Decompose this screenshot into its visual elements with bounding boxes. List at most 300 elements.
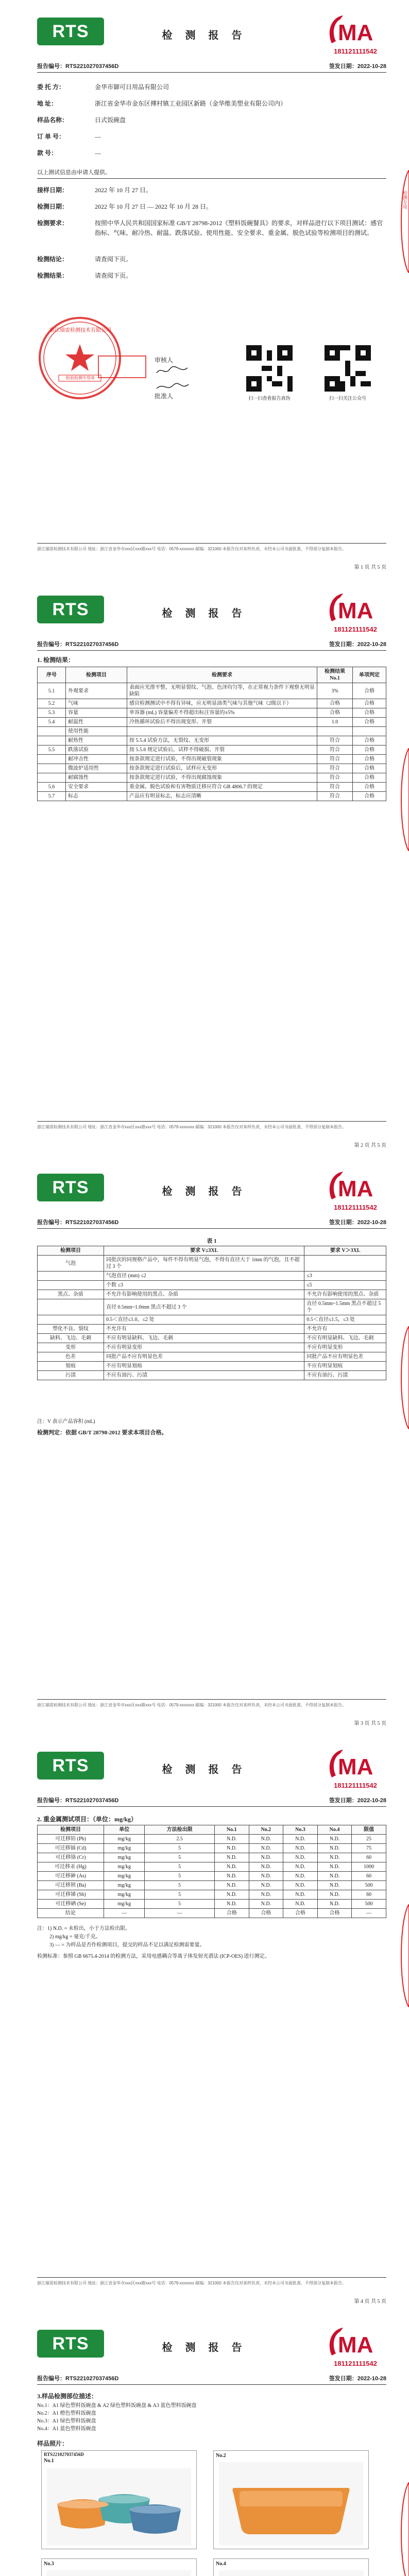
table-cell xyxy=(38,764,66,773)
photo-label: No.1 xyxy=(44,2458,54,2464)
info-row: 检测要求： 按照中华人民共和国国家标准 GB/T 28798-2012《塑料饭碗餐具》的要求，对样品进行以下项目测试：感官指标、气味、耐冷热、耐温、跌落试验、使用性能、安全要求、重金属、脱色试验等检测项目的测试。 xyxy=(37,219,383,236)
qr-caption: 扫一扫关注公众号 xyxy=(329,396,366,401)
table-cell: 可迁移铅 (Pb) xyxy=(38,1835,104,1844)
table-cell: 同批产品不应有明显色差 xyxy=(304,1352,386,1362)
table-row xyxy=(38,1352,386,1362)
table-cell: 直径 0.5mm~1.5mm 黑点不超过 5 个 xyxy=(304,1299,386,1315)
footer-text: 浙江瑞雷检测技术有限公司 地址：浙江省金华市xxx区xxx路xxx号 电话：0579-xxxxxxx 邮编：321000 本报告仅对来样负责，未经本公司书面批准，不得部分复制本报告。 xyxy=(37,2281,347,2285)
svg-text:检测专用: 检测专用 xyxy=(402,191,407,209)
sample-photo-1 xyxy=(41,2450,197,2549)
table-row xyxy=(38,1299,386,1315)
qr-code-icon[interactable] xyxy=(246,345,293,392)
table-cell: 划痕 xyxy=(38,1362,104,1371)
photo-label: No.2 xyxy=(216,2453,226,2459)
table-cell: N.D. xyxy=(249,1900,283,1909)
table-cell xyxy=(38,736,66,745)
signature-reviewer-icon xyxy=(155,364,191,377)
table-cell: 不应有油污、污渍 xyxy=(104,1371,304,1380)
table-cell: 可迁移砷 (As) xyxy=(38,1872,104,1881)
table-note: 注：V 表示产品容积 (mL) xyxy=(37,1419,95,1425)
table-cell: 不应有油污、污渍 xyxy=(304,1371,386,1380)
table-cell: 按 5.5.6 规定试验后，试样不得破损、开裂 xyxy=(127,745,317,755)
table-row xyxy=(38,792,386,801)
table-cell: N.D. xyxy=(214,1890,249,1900)
table-cell: 合格 xyxy=(353,699,386,708)
table-row xyxy=(38,1371,386,1380)
table-cell: 符合 xyxy=(317,773,353,783)
table-cell: mg/kg xyxy=(104,1881,145,1890)
table-cell: 5.4 xyxy=(38,718,66,727)
table-row xyxy=(38,1272,386,1281)
reviewer-label: 审核人 xyxy=(155,357,174,364)
table-row xyxy=(38,783,386,792)
section-title: 3.样品检测部位描述： xyxy=(37,2393,98,2400)
table-cell: 25 xyxy=(352,1835,386,1844)
table-cell: N.D. xyxy=(214,1881,249,1890)
table-cell: 个数 ≤3 xyxy=(104,1281,304,1290)
table-cell: 直径 0.5mm~1.0mm 黑点不超过 3 个 xyxy=(104,1299,304,1315)
table-cell: 按 5.5.4 试验方法，无裂纹、无变形 xyxy=(127,736,317,745)
table-cell: 容量 xyxy=(66,708,127,718)
cma-mark-icon xyxy=(325,1745,386,1782)
table-cell: 5.5 xyxy=(38,745,66,755)
note-line: 检测标准：参照 GB 6675.4-2014 的检测方法，采用电感耦合等离子体发射光谱法 (ICP-OES) 进行测定。 xyxy=(37,1954,270,1959)
table-cell xyxy=(38,1272,104,1281)
page-title: 检 测 报 告 xyxy=(162,1186,247,1197)
rts-logo: RTS xyxy=(37,18,104,45)
table-cell: 不允许有 xyxy=(104,1325,304,1334)
table-cell: 同批产品不应有明显色差 xyxy=(104,1352,304,1362)
table-cell: 500 xyxy=(352,1900,386,1909)
meta-bar xyxy=(37,639,386,649)
table-cell: 同批次的同规格产品中，每件不得有明显气泡，不得有直径大于 1mm 的气泡，且不超过 3 个 xyxy=(104,1256,304,1272)
table-cell: N.D. xyxy=(283,1890,318,1900)
table-row xyxy=(38,1256,386,1272)
table-cell: N.D. xyxy=(317,1900,352,1909)
table-cell: 合格 xyxy=(353,736,386,745)
divider xyxy=(37,2384,386,2385)
table-cell: 符合 xyxy=(317,745,353,755)
table-cell: 符合 xyxy=(317,783,353,792)
svg-text:MA: MA xyxy=(338,598,373,623)
cma-code: 181121111542 xyxy=(334,1782,377,1789)
table-cell: 耐腐蚀性 xyxy=(66,773,127,783)
table-cell: 符合 xyxy=(317,736,353,745)
table-row xyxy=(38,1281,386,1290)
side-seal-icon xyxy=(397,748,409,851)
rts-logo: RTS xyxy=(37,596,104,623)
cma-mark-icon xyxy=(325,11,386,47)
table-cell: 气泡 xyxy=(38,1256,104,1272)
table-row xyxy=(38,708,386,718)
table-cell: — xyxy=(104,1909,145,1918)
table-cell: 塑化不良、裂纹 xyxy=(38,1325,104,1334)
cma-mark-icon xyxy=(325,1167,386,1204)
info-row: 样品名称： 日式饭碗盘 xyxy=(37,116,126,124)
meta-bar xyxy=(37,1217,386,1227)
table-cell: 可迁移硒 (Se) xyxy=(38,1900,104,1909)
page-number: 第 1 页 共 5 页 xyxy=(354,565,386,570)
table-cell: 单容器 (mL) 容量偏差不得超出标注容量的±5% xyxy=(127,708,317,718)
table-cell: 耐热性 xyxy=(66,736,127,745)
table-row xyxy=(38,736,386,745)
table-cell: 结论 xyxy=(38,1909,104,1918)
table-cell: 不应有明显缺料、飞边、毛刺 xyxy=(104,1334,304,1343)
table-cell: 5 xyxy=(145,1881,215,1890)
divider xyxy=(37,650,386,651)
table-row xyxy=(38,1343,386,1352)
section-title: 2. 重金属测试项目：（单位：mg/kg） xyxy=(37,1816,138,1823)
table-row xyxy=(38,718,386,727)
table-cell: N.D. xyxy=(317,1853,352,1862)
svg-text:MA: MA xyxy=(338,1754,373,1780)
table-cell: 可迁移钡 (Ba) xyxy=(38,1881,104,1890)
divider xyxy=(37,1121,386,1122)
table-cell: 不应有明显变形 xyxy=(304,1343,386,1352)
table-cell: 变形 xyxy=(38,1343,104,1352)
table-cell: 合格 xyxy=(353,755,386,764)
table-cell: N.D. xyxy=(317,1872,352,1881)
table-cell: 1000 xyxy=(352,1862,386,1872)
table-cell: 符合 xyxy=(317,755,353,764)
table-row xyxy=(38,699,386,708)
page-header xyxy=(0,578,409,640)
table-cell xyxy=(353,727,386,736)
table-row xyxy=(38,1334,386,1343)
table-cell: 5.2 xyxy=(38,699,66,708)
table-cell: 可迁移镉 (Cd) xyxy=(38,1844,104,1853)
table-cell: 合格 xyxy=(353,783,386,792)
table-cell: N.D. xyxy=(283,1900,318,1909)
table-row xyxy=(38,1881,386,1890)
table-cell: — xyxy=(145,1909,215,1918)
table-cell: 合格 xyxy=(317,699,353,708)
table-cell: 合格 xyxy=(353,773,386,783)
table-cell: mg/kg xyxy=(104,1844,145,1853)
table-cell: 不应有明显划痕 xyxy=(104,1362,304,1371)
table-cell: 5.6 xyxy=(38,783,66,792)
table-cell: 产品应有明显标志，标志应清晰 xyxy=(127,792,317,801)
issue-date: 签发日期：2022-10-28 xyxy=(329,1219,386,1226)
table-header-row: 检测项目 要求 V≤3XL 要求 V＞3XL xyxy=(38,1246,386,1256)
table-cell: 按条款规定进行试验后，试样应无变形 xyxy=(127,764,317,773)
table-cell: 微波炉适用性 xyxy=(66,764,127,773)
table-cell: N.D. xyxy=(283,1862,318,1872)
table-cell xyxy=(38,727,66,736)
table-cell: 0.5＜直径≤1.0，≤2 处 xyxy=(104,1315,304,1325)
table-cell: mg/kg xyxy=(104,1900,145,1909)
table-header-row: 序号 检测项目 检测要求 检测结果 No.1 单项判定 xyxy=(38,667,386,683)
table-cell: ≤5 xyxy=(304,1281,386,1290)
table-cell: N.D. xyxy=(283,1835,318,1844)
table-cell: 可迁移汞 (Hg) xyxy=(38,1862,104,1872)
table-cell: N.D. xyxy=(317,1881,352,1890)
appearance-table xyxy=(37,1246,386,1380)
page-title: 检 测 报 告 xyxy=(162,608,247,619)
footer-text: 浙江瑞雷检测技术有限公司 地址：浙江省金华市xxx区xxx路xxx号 电话：0579-xxxxxxx 邮编：321000 本报告仅对来样负责，未经本公司书面批准，不得部分复制本报告。 xyxy=(37,547,347,551)
report-page-5 xyxy=(0,2312,409,2576)
footer-text: 浙江瑞雷检测技术有限公司 地址：浙江省金华市xxx区xxx路xxx号 电话：0579-xxxxxxx 邮编：321000 本报告仅对来样负责，未经本公司书面批准，不得部分复制本报告。 xyxy=(37,1125,347,1129)
page-header xyxy=(0,2312,409,2374)
page-title: 检 测 报 告 xyxy=(162,2342,247,2353)
meta-bar xyxy=(37,61,386,71)
orange-bowl-image-icon xyxy=(219,2462,363,2546)
table-cell: 5 xyxy=(145,1853,215,1862)
page-header xyxy=(0,1156,409,1218)
table-cell: N.D. xyxy=(317,1890,352,1900)
table-cell xyxy=(38,1281,104,1290)
info-row: 订 单 号： — xyxy=(37,133,101,140)
table-cell: 合格 xyxy=(317,1909,352,1918)
table-cell: 标志 xyxy=(66,792,127,801)
report-number: 报告编号：RTS221027037456D xyxy=(37,1219,119,1226)
table-title: 表 1 xyxy=(207,1238,217,1244)
table-cell: 合格 xyxy=(353,792,386,801)
divider xyxy=(37,72,386,73)
rts-logo: RTS xyxy=(37,1752,104,1780)
table-row xyxy=(38,745,386,755)
table-cell: 合格 xyxy=(283,1909,318,1918)
table-cell: 外观要求 xyxy=(66,683,127,699)
table-cell: 气泡直径 (mm) ≤2 xyxy=(104,1272,304,1281)
table-row xyxy=(38,1890,386,1900)
table-cell: 耐冲击性 xyxy=(66,755,127,764)
report-page-3 xyxy=(0,1156,409,1734)
svg-text:MA: MA xyxy=(338,2332,373,2358)
meta-bar xyxy=(37,2373,386,2383)
divider xyxy=(37,543,386,544)
table-cell: 冷热循环试验后不得出现变形、开裂 xyxy=(127,718,317,727)
table-cell: mg/kg xyxy=(104,1872,145,1881)
conclusion-text: 检测判定：依据 GB/T 28798-2012 要求本项目合格。 xyxy=(37,1430,167,1436)
table-header-row: 检测项目 单位 方法检出限 No.1 No.2 No.3 No.4 限值 xyxy=(38,1825,386,1835)
info-note: 以上测试信息由申请人提供。 xyxy=(37,170,111,176)
table-cell: 感官检测测试中不得有异味，应无明显油类气味与其他气味（2级以下） xyxy=(127,699,317,708)
sample-photo-4 xyxy=(213,2558,369,2576)
table-cell: 耐温性 xyxy=(66,718,127,727)
table-cell: N.D. xyxy=(283,1881,318,1890)
table-cell: N.D. xyxy=(249,1872,283,1881)
info-row: 接样日期： 2022 年 10 月 27 日。 xyxy=(37,187,152,194)
table-row xyxy=(38,1835,386,1844)
cma-mark-icon xyxy=(325,2324,386,2360)
table-cell: N.D. xyxy=(214,1853,249,1862)
table-cell: 500 xyxy=(352,1881,386,1890)
table-cell: N.D. xyxy=(249,1890,283,1900)
notes-block xyxy=(37,1925,386,1961)
table-cell: 色差 xyxy=(38,1352,104,1362)
sample-list xyxy=(37,2402,196,2433)
page-title: 检 测 报 告 xyxy=(162,1764,247,1775)
table-cell: 表面应光滑平整，无明显裂纹、气泡、色泽均匀等，在正常视力条件下观察无明显缺陷 xyxy=(127,683,317,699)
signature-approver-icon xyxy=(155,381,191,393)
table-row xyxy=(38,1362,386,1371)
table-cell: 符合 xyxy=(317,764,353,773)
table-cell: 不应有明显划痕 xyxy=(304,1362,386,1371)
table-cell xyxy=(127,727,317,736)
qr-code-icon[interactable] xyxy=(325,345,371,392)
divider xyxy=(37,1228,386,1229)
table-cell: N.D. xyxy=(214,1835,249,1844)
table-cell: 75 xyxy=(352,1844,386,1853)
table-cell: 5.1 xyxy=(38,683,66,699)
note-line: 3) — = 为样品是否作检测项目，提交的样品不足以满足检测需要量。 xyxy=(49,1942,205,1948)
photo-label: No.3 xyxy=(44,2561,54,2567)
rts-logo: RTS xyxy=(37,2330,104,2358)
results-table xyxy=(37,667,386,801)
table-row xyxy=(38,727,386,736)
table-cell xyxy=(38,1299,104,1315)
table-cell: N.D. xyxy=(317,1862,352,1872)
table-cell: 5 xyxy=(145,1862,215,1872)
green-bowl-image-icon xyxy=(47,2570,191,2576)
table-cell: 不允许有影响使用的黑点、杂质 xyxy=(104,1290,304,1299)
table-cell: 跌落试验 xyxy=(66,745,127,755)
table-cell: 重金属、脱色试验和有害物质迁移应符合 GB 4806.7 的规定 xyxy=(127,783,317,792)
side-seal-icon xyxy=(397,170,409,273)
table-row xyxy=(38,683,386,699)
table-cell: N.D. xyxy=(249,1835,283,1844)
page-number: 第 4 页 共 5 页 xyxy=(354,2299,386,2304)
table-cell: 黑点、杂质 xyxy=(38,1290,104,1299)
table-cell: 不允许有 xyxy=(304,1325,386,1334)
table-cell: 合格 xyxy=(353,708,386,718)
table-row xyxy=(38,1315,386,1325)
table-cell: N.D. xyxy=(317,1844,352,1853)
table-cell: mg/kg xyxy=(104,1862,145,1872)
table-row xyxy=(38,1872,386,1881)
list-item: No.3：A1 绿色塑料饭碗盘 xyxy=(37,2418,96,2424)
table-cell: N.D. xyxy=(249,1881,283,1890)
table-cell: 按条款规定进行试验，不得出现腐蚀现象 xyxy=(127,773,317,783)
report-number: 报告编号：RTS221027037456D xyxy=(37,63,119,70)
divider xyxy=(37,1699,386,1700)
table-row xyxy=(38,1862,386,1872)
page-number: 第 2 页 共 5 页 xyxy=(354,1143,386,1148)
table-cell: N.D. xyxy=(214,1862,249,1872)
table-cell xyxy=(304,1256,386,1272)
report-page-4 xyxy=(0,1734,409,2312)
footer-text: 浙江瑞雷检测技术有限公司 地址：浙江省金华市xxx区xxx路xxx号 电话：0579-xxxxxxx 邮编：321000 本报告仅对来样负责，未经本公司书面批准，不得部分复制本报告。 xyxy=(37,1703,347,1707)
table-cell: 合格 xyxy=(214,1909,249,1918)
table-cell: 60 xyxy=(352,1890,386,1900)
table-cell: 不应有明显缺料、飞边、毛刺 xyxy=(304,1334,386,1343)
cma-code: 181121111542 xyxy=(334,1204,377,1211)
table-row xyxy=(38,1909,386,1918)
table-cell: 60 xyxy=(352,1853,386,1862)
table-cell: 合格 xyxy=(317,708,353,718)
side-seal-icon xyxy=(397,2482,409,2576)
table-cell: 2.5 xyxy=(145,1835,215,1844)
table-cell: 不应有明显变形 xyxy=(104,1343,304,1352)
table-cell: 合格 xyxy=(353,745,386,755)
svg-text:MA: MA xyxy=(338,20,373,45)
table-cell: 缺料、飞边、毛刺 xyxy=(38,1334,104,1343)
table-cell: N.D. xyxy=(214,1872,249,1881)
info-row: 检测结论： 请查阅下页。 xyxy=(37,256,132,263)
table-cell: 符合 xyxy=(317,792,353,801)
side-seal-icon xyxy=(397,1326,409,1429)
cma-mark-icon xyxy=(325,589,386,625)
note-line: 注：1) N.D. = 未检出，小于方法检出限。 xyxy=(37,1926,130,1931)
table-cell: 按条款规定进行试验，不得出现破裂现象 xyxy=(127,755,317,764)
divider xyxy=(37,1806,386,1807)
table-cell: 可迁移锑 (Sb) xyxy=(38,1890,104,1900)
sample-photo-3 xyxy=(41,2558,197,2576)
photo-section-title: 样品照片： xyxy=(37,2440,69,2447)
page-header xyxy=(0,1734,409,1796)
table-cell: 合格 xyxy=(353,764,386,773)
table-cell: 5 xyxy=(145,1872,215,1881)
table-cell: 5.3 xyxy=(38,708,66,718)
table-cell xyxy=(38,1315,104,1325)
table-row xyxy=(38,764,386,773)
table-cell: 污渍 xyxy=(38,1371,104,1380)
table-cell: 5 xyxy=(145,1900,215,1909)
issue-date: 签发日期：2022-10-28 xyxy=(329,641,386,648)
list-item: No.2：A1 橙色塑料饭碗盘 xyxy=(37,2411,96,2416)
cma-code: 181121111542 xyxy=(334,2360,377,2367)
page-number: 第 3 页 共 5 页 xyxy=(354,1721,386,1726)
stamp-text: 浙江瑞雷检测技术有限公司 xyxy=(49,328,111,333)
heavy-metal-table xyxy=(37,1825,386,1918)
table-row xyxy=(38,773,386,783)
table-cell: N.D. xyxy=(214,1900,249,1909)
table-cell: 5 xyxy=(145,1844,215,1853)
table-row xyxy=(38,1325,386,1334)
table-cell: N.D. xyxy=(317,1835,352,1844)
table-cell: mg/kg xyxy=(104,1835,145,1844)
side-seal-icon xyxy=(397,1904,409,2007)
table-cell: N.D. xyxy=(249,1862,283,1872)
table-cell xyxy=(38,755,66,764)
info-row: 款 号： — xyxy=(37,149,101,157)
svg-text:MA: MA xyxy=(338,1176,373,1201)
sample-photo-2 xyxy=(213,2450,369,2549)
table-row xyxy=(38,1844,386,1853)
table-cell: 合格 xyxy=(353,718,386,727)
report-number: 报告编号：RTS221027037456D xyxy=(37,641,119,648)
table-cell: mg/kg xyxy=(104,1890,145,1900)
section-title: 1. 检测结果： xyxy=(37,656,75,664)
list-item: No.4：A1 蓝色塑料饭碗盘 xyxy=(37,2426,96,2432)
table-cell: 使用性能 xyxy=(66,727,127,736)
cma-code: 181121111542 xyxy=(334,625,377,633)
page-header xyxy=(0,0,409,62)
table-cell: 气味 xyxy=(66,699,127,708)
table-cell: 0.5＜直径≤1.5，≤3 处 xyxy=(304,1315,386,1325)
table-cell: 合格 xyxy=(249,1909,283,1918)
table-cell: 合格 xyxy=(353,683,386,699)
table-cell: N.D. xyxy=(249,1844,283,1853)
meta-bar xyxy=(37,1795,386,1805)
divider xyxy=(37,178,386,179)
table-cell: 安全要求 xyxy=(66,783,127,792)
table-cell: N.D. xyxy=(249,1853,283,1862)
table-cell: 不允许有影响使用的黑点、杂质 xyxy=(304,1290,386,1299)
rts-logo: RTS xyxy=(37,1174,104,1201)
table-cell: ≤3 xyxy=(304,1272,386,1281)
report-number: 报告编号：RTS221027037456D xyxy=(37,1798,119,1804)
report-page-1 xyxy=(0,0,409,578)
report-page-2 xyxy=(0,578,409,1156)
list-item: No.1：A1 绿色塑料饭碗盘 & A2 绿色塑料饭碗盘 & A3 蓝色塑料饭碗盘 xyxy=(37,2403,197,2409)
table-cell: N.D. xyxy=(283,1844,318,1853)
qr-caption: 扫一扫查看报告真伪 xyxy=(248,396,291,401)
table-cell: — xyxy=(352,1909,386,1918)
photo-label: No.4 xyxy=(216,2561,226,2567)
table-cell: N.D. xyxy=(214,1844,249,1853)
